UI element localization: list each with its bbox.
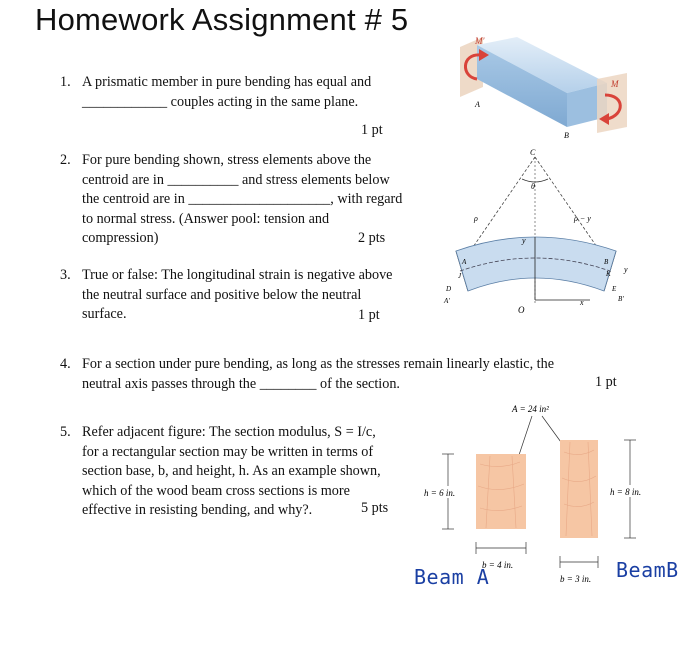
question-number: 3. [60, 267, 71, 283]
beam-a-base: b = 4 in. [482, 560, 514, 570]
question-3 [60, 266, 440, 328]
label-e: E [612, 285, 617, 293]
label-rho: ρ [474, 214, 478, 223]
label-y-axis: y [522, 236, 526, 245]
question-text: For pure bending shown, stress elements above the centroid are in __________ and stress elements below the centroid are in ____________________, with regard to normal stress. (Answer pool: tension and compression) [82, 152, 403, 246]
label-y: y [624, 265, 628, 274]
question-number: 1. [60, 74, 71, 90]
question-text: Refer adjacent figure: The section modulus, S = I/c, for a rectangular section may be written in terms of section base, b, and height, h. As an example shown, which of the wood beam cross sections is more effective in resisting bending, and why?. [82, 424, 381, 518]
label-c: C [530, 148, 536, 157]
label-a: A [462, 258, 467, 266]
handwritten-beam-b: BeamB [616, 558, 679, 582]
question-text: True or false: The longitudinal strain is negative above the neutral surface and positive below the neutral surface. [82, 267, 393, 322]
points-label: 1 pt [595, 374, 617, 390]
beam-b-base: b = 3 in. [560, 574, 592, 584]
curved-beam-figure [440, 145, 640, 320]
beam-a-height: h = 6 in. [424, 488, 456, 498]
page-title: Homework Assignment # 5 [35, 2, 409, 37]
question-4 [60, 355, 640, 397]
label-k: K [606, 270, 611, 278]
question-number: 4. [60, 356, 71, 372]
label-b: B [604, 258, 609, 266]
question-number: 2. [60, 152, 71, 168]
points-label: 2 pts [358, 230, 386, 246]
label-x: x [580, 298, 584, 307]
label-a-prime: A' [444, 297, 450, 305]
label-j: J [458, 272, 462, 280]
label-b-prime: B' [618, 295, 624, 303]
label-d: D [446, 285, 452, 293]
points-label: 1 pt [358, 307, 380, 323]
question-text: For a section under pure bending, as long as the stresses remain linearly elastic, the neutral axis passes through the ________ of the section. [82, 356, 554, 392]
area-label: A = 24 in² [512, 404, 549, 414]
handwritten-beam-a: Beam A [414, 565, 490, 589]
label-theta: θ [531, 182, 535, 191]
label-m-prime: M' [475, 36, 485, 46]
label-b: B [564, 131, 569, 140]
points-label: 5 pts [361, 500, 389, 516]
question-text: A prismatic member in pure bending has equal and ____________ couples acting in the same plane. [82, 74, 372, 110]
question-1 [60, 73, 420, 115]
question-number: 5. [60, 424, 71, 440]
label-m: M [611, 79, 619, 89]
beam-b-height: h = 8 in. [610, 487, 642, 497]
curved-beam-band [456, 237, 616, 291]
label-a: A [475, 100, 480, 109]
label-o: O [518, 305, 525, 315]
points-label: 1 pt [361, 122, 383, 138]
label-rho-minus-y: ρ − y [574, 214, 591, 223]
prismatic-member-figure [455, 35, 635, 150]
